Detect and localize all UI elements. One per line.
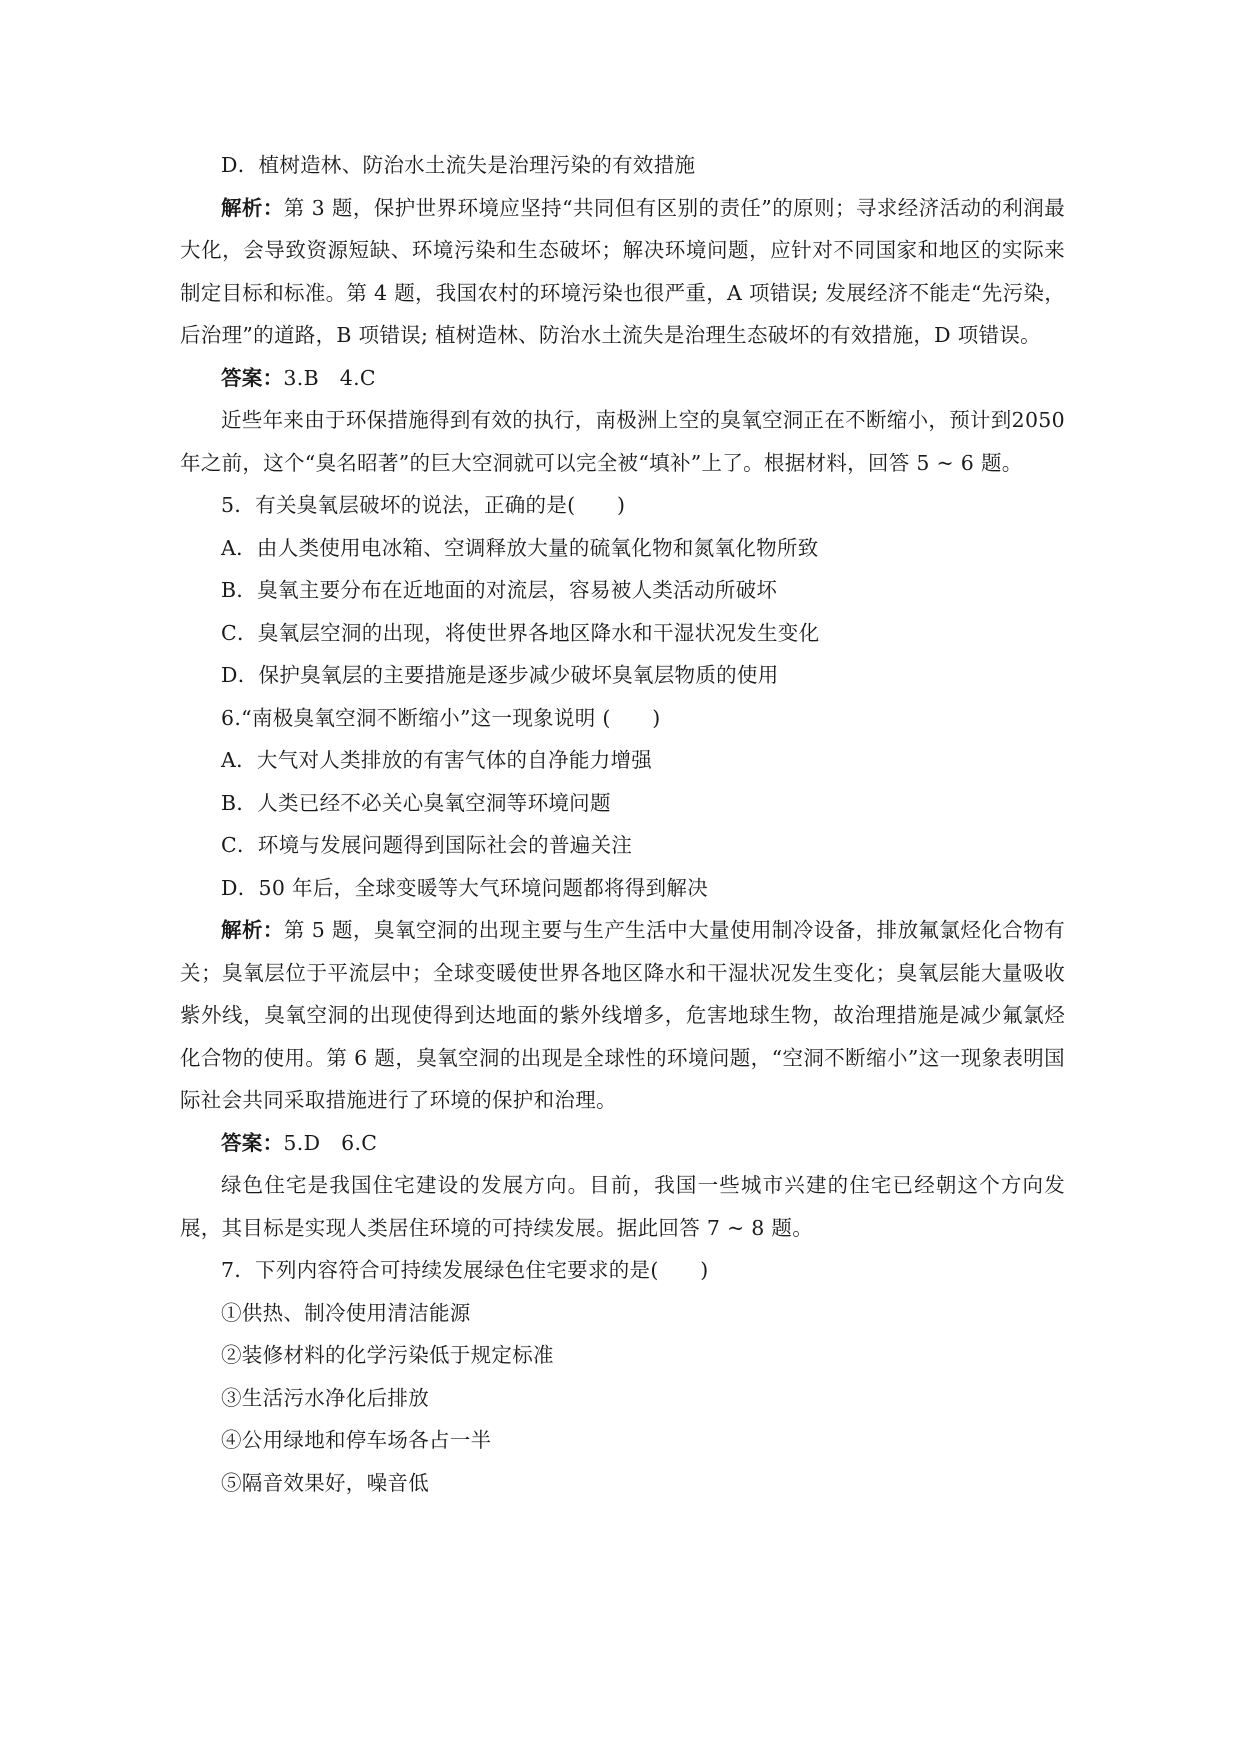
answer-3-4-text: 3.B 4.C: [283, 365, 376, 390]
q7-item-1: ①供热、制冷使用清洁能源: [221, 1300, 471, 1325]
answer-3-4: [180, 357, 1065, 400]
q5-option-b: B．臭氧主要分布在近地面的对流层，容易被人类活动所破坏: [221, 578, 778, 602]
answer-5-6: [180, 1122, 1065, 1165]
q6-option-b: B．人类已经不必关心臭氧空洞等环境问题: [221, 790, 611, 815]
analysis-3-4-text: 第 3 题，保护世界环境应坚持“共同但有区别的责任”的原则；寻求经济活动的利润最大化，会导致资源短缺、环境污染和生态破坏；解决环境问题，应针对不同国家和地区的实际来制定目标和标准。第 4 题，我国农村的环境污染也很严重，A 项错误; 发展经济不能走“先污染，后治理”的道路，B 项错误; 植树造林、防治水土流失是治理生态破坏的有效措施，D 项错误。: [180, 195, 1065, 347]
material-7-8: 绿色住宅是我国住宅建设的发展方向。目前，我国一些城市兴建的住宅已经朝这个方向发展，其目标是实现人类居住环境的可持续发展。据此回答 7 ~ 8 题。: [180, 1173, 1065, 1240]
answer-label: 答案：: [221, 365, 284, 390]
q6-stem: 6.“南极臭氧空洞不断缩小”这一现象说明 ( ): [221, 705, 661, 730]
q4-option-d: D．植树造林、防治水土流失是治理污染的有效措施: [221, 153, 696, 177]
material-5-6: 近些年来由于环保措施得到有效的执行，南极洲上空的臭氧空洞正在不断缩小，预计到2050 年之前，这个“臭名昭著”的巨大空洞就可以完全被“填补”上了。根据材料，回答 5 ~ 6 题。: [180, 408, 1065, 475]
q5-stem: 5．有关臭氧层破坏的说法，正确的是( ): [221, 493, 626, 517]
q5-option-c: C．臭氧层空洞的出现，将使世界各地区降水和干湿状况发生变化: [221, 620, 820, 645]
q7-item-4: ④公用绿地和停车场各占一半: [221, 1428, 492, 1452]
analysis-label: 解析：: [221, 195, 284, 220]
q7-item-2: ②装修材料的化学污染低于规定标准: [221, 1343, 554, 1367]
q7-item-3: ③生活污水净化后排放: [221, 1385, 429, 1410]
answer-label: 答案：: [221, 1130, 284, 1155]
q7-stem: 7．下列内容符合可持续发展绿色住宅要求的是( ): [221, 1258, 709, 1282]
q6-option-c: C．环境与发展问题得到国际社会的普遍关注: [221, 833, 633, 857]
q5-option-d: D．保护臭氧层的主要措施是逐步减少破坏臭氧层物质的使用: [221, 663, 779, 687]
analysis-3-4: [180, 187, 1065, 357]
analysis-5-6-text: 第 5 题，臭氧空洞的出现主要与生产生活中大量使用制冷设备，排放氟氯烃化合物有关；臭氧层位于平流层中；全球变暖使世界各地区降水和干湿状况发生变化；臭氧层能大量吸收紫外线，臭氧空洞的出现使得到达地面的紫外线增多，危害地球生物，故治理措施是减少氟氯烃化合物的使用。第 6 题，臭氧空洞的出现是全球性的环境问题，“空洞不断缩小”这一现象表明国际社会共同采取措施进行了环境的保护和治理。: [180, 918, 1065, 1112]
q6-option-a: A．大气对人类排放的有害气体的自净能力增强: [221, 748, 653, 772]
q5-option-a: A．由人类使用电冰箱、空调释放大量的硫氧化物和氮氧化物所致: [221, 535, 819, 560]
analysis-label: 解析：: [221, 918, 284, 942]
q6-option-d: D．50 年后，全球变暖等大气环境问题都将得到解决: [221, 875, 709, 900]
analysis-5-6: [180, 909, 1065, 1122]
q7-item-5: ⑤隔音效果好，噪音低: [221, 1470, 429, 1495]
page-content: [180, 144, 1065, 1504]
answer-5-6-text: 5.D 6.C: [283, 1130, 378, 1155]
